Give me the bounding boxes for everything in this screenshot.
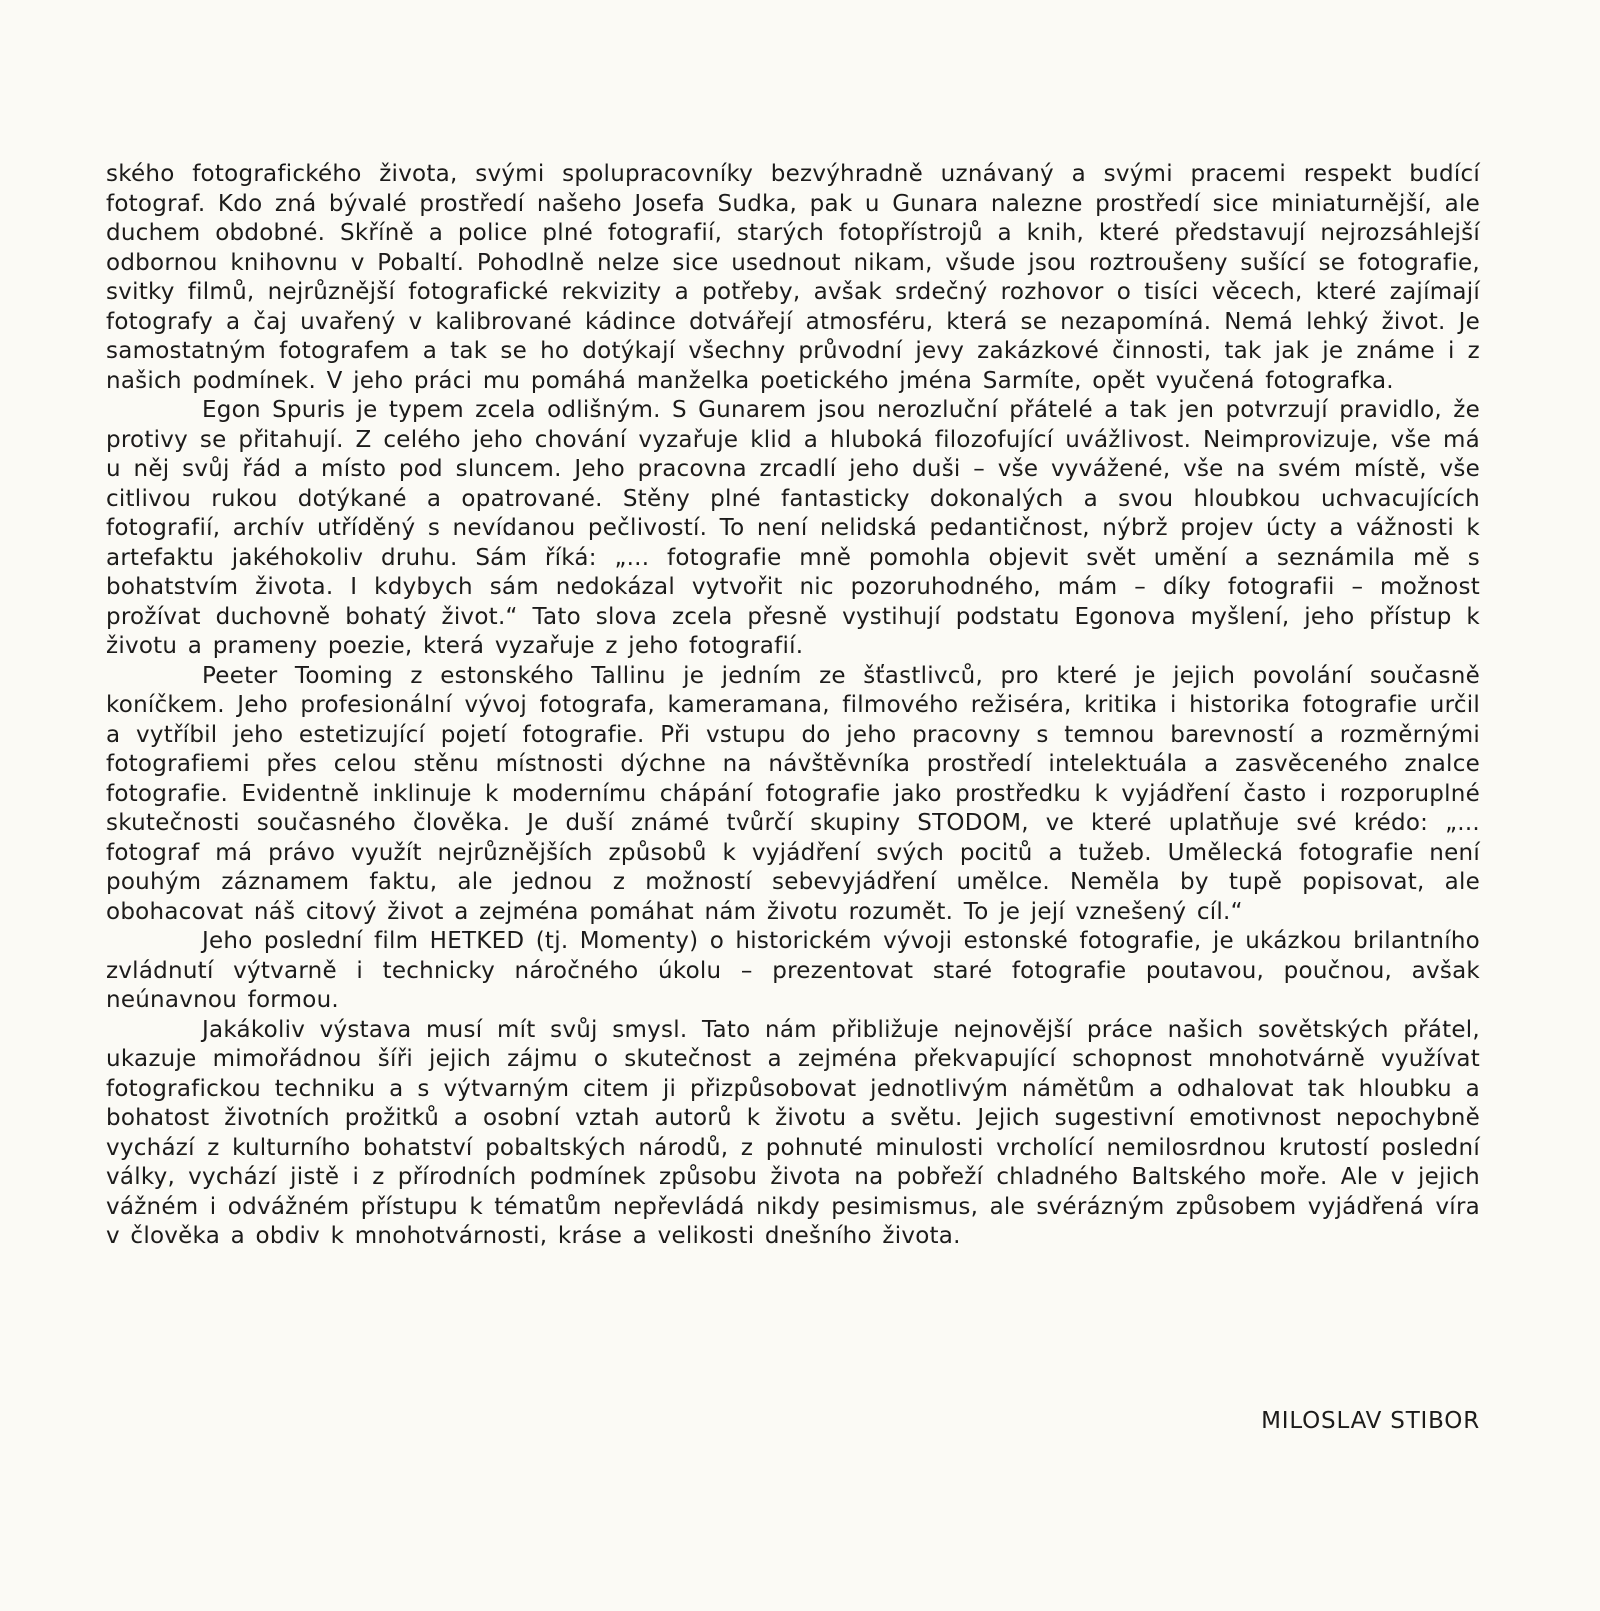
paragraph-hetked-film: Jeho poslední film HETKED (tj. Momenty) o historickém vývoji estonské fotografie, je ukázkou brilantního zvládnutí výtvarně i technicky náročného úkolu – prezentovat staré fotografie poutavou, poučnou, avšak neúnavnou formou. (106, 928, 1480, 1013)
author-signature: MILOSLAV STIBOR (1261, 1408, 1480, 1434)
body-text (106, 160, 1480, 1252)
paragraph-peeter-tooming: Peeter Tooming z estonského Tallinu je jedním ze šťastlivců, pro které je jejich povolání současně koníčkem. Jeho profesionální vývoj fotografa, kameramana, filmového režiséra, kritika i historika fotografie určil a vytříbil jeho estetizující pojetí fotografie. Při vstupu do jeho pracovny s temnou barevností a rozměrnými fotografiemi přes celou stěnu místnosti dýchne na návštěvníka prostředí intelektuála a zasvěceného znalce fotografie. Evidentně inklinuje k modernímu chápání fotografie jako prostředku k vyjádření často i rozporuplné skutečnosti současného člověka. Je duší známé tvůrčí skupiny STODOM, ve které uplatňuje své krédo: „... fotograf má právo využít nejrůznějších způsobů k vyjádření svých pocitů a tužeb. Umělecká fotografie není pouhým záznamem faktu, ale jednou z možností sebevyjádření umělce. Neměla by tupě popisovat, ale obohacovat náš citový život a zejména pomáhat nám životu rozumět. To je její vznešený cíl.“ (106, 662, 1480, 925)
paragraph-exhibition: Jakákoliv výstava musí mít svůj smysl. Tato nám přibližuje nejnovější práce našich sovětských přátel, ukazuje mimořádnou šíři jejich zájmu o skutečnost a zejména překvapující schopnost mnohotvárně využívat fotografickou techniku a s výtvarným citem ji přizpůsobovat jednotlivým námětům a odhalovat tak hloubku a bohatost životních prožitků a osobní vztah autorů k životu a světu. Jejich sugestivní emotivnost nepochybně vychází z kulturního bohatství pobaltských národů, z pohnuté minulosti vrcholící nemilosrdnou krutostí poslední války, vychází jistě i z přírodních podmínek způsobu života na pobřeží chladného Baltského moře. Ale v jejich vážném i odvážném přístupu k tématům nepřevládá nikdy pesimismus, ale svérázným způsobem vyjádřená víra v člověka a obdiv k mnohotvárnosti, kráse a velikosti dnešního života. (106, 1016, 1480, 1249)
paragraph-gunar: ského fotografického života, svými spolupracovníky bezvýhradně uznávaný a svými pracemi respekt budící fotograf. Kdo zná bývalé prostředí našeho Josefa Sudka, pak u Gunara nalezne prostředí sice miniaturnější, ale duchem obdobné. Skříně a police plné fotografií, starých fotopřístrojů a knih, které představují nejrozsáhlejší odbornou knihovnu v Pobaltí. Pohodlně nelze sice usednout nikam, všude jsou roztroušeny sušící se fotografie, svitky filmů, nejrůznější fotografické rekvizity a potřeby, avšak srdečný rozhovor o tisíci věcech, které zajímají fotografy a čaj uvařený v kalibrované kádince dotvářejí atmosféru, která se nezapomíná. Nemá lehký život. Je samostatným fotografem a tak se ho dotýkají všechny průvodní jevy zakázkové činnosti, tak jak je známe i z našich podmínek. V jeho práci mu pomáhá manželka poetického jména Sarmíte, opět vyučená fotografka. (106, 161, 1480, 394)
paragraph-egon-spuris: Egon Spuris je typem zcela odlišným. S Gunarem jsou nerozluční přátelé a tak jen potvrzují pravidlo, že protivy se přitahují. Z celého jeho chování vyzařuje klid a hluboká filozofující uvážlivost. Neimprovizuje, vše má u něj svůj řád a místo pod sluncem. Jeho pracovna zrcadlí jeho duši – vše vyvážené, vše na svém místě, vše citlivou rukou dotýkané a opatrované. Stěny plné fantasticky dokonalých a svou hloubkou uchvacujících fotografií, archív utříděný s nevídanou pečlivostí. To není nelidská pedantičnost, nýbrž projev úcty a vážnosti k artefaktu jakéhokoliv druhu. Sám říká: „... fotografie mně pomohla objevit svět umění a seznámila mě s bohatstvím života. I kdybych sám nedokázal vytvořit nic pozoruhodného, mám – díky fotografii – možnost prožívat duchovně bohatý život.“ Tato slova zcela přesně vystihují podstatu Egonova myšlení, jeho přístup k životu a prameny poezie, která vyzařuje z jeho fotografií. (106, 397, 1480, 659)
